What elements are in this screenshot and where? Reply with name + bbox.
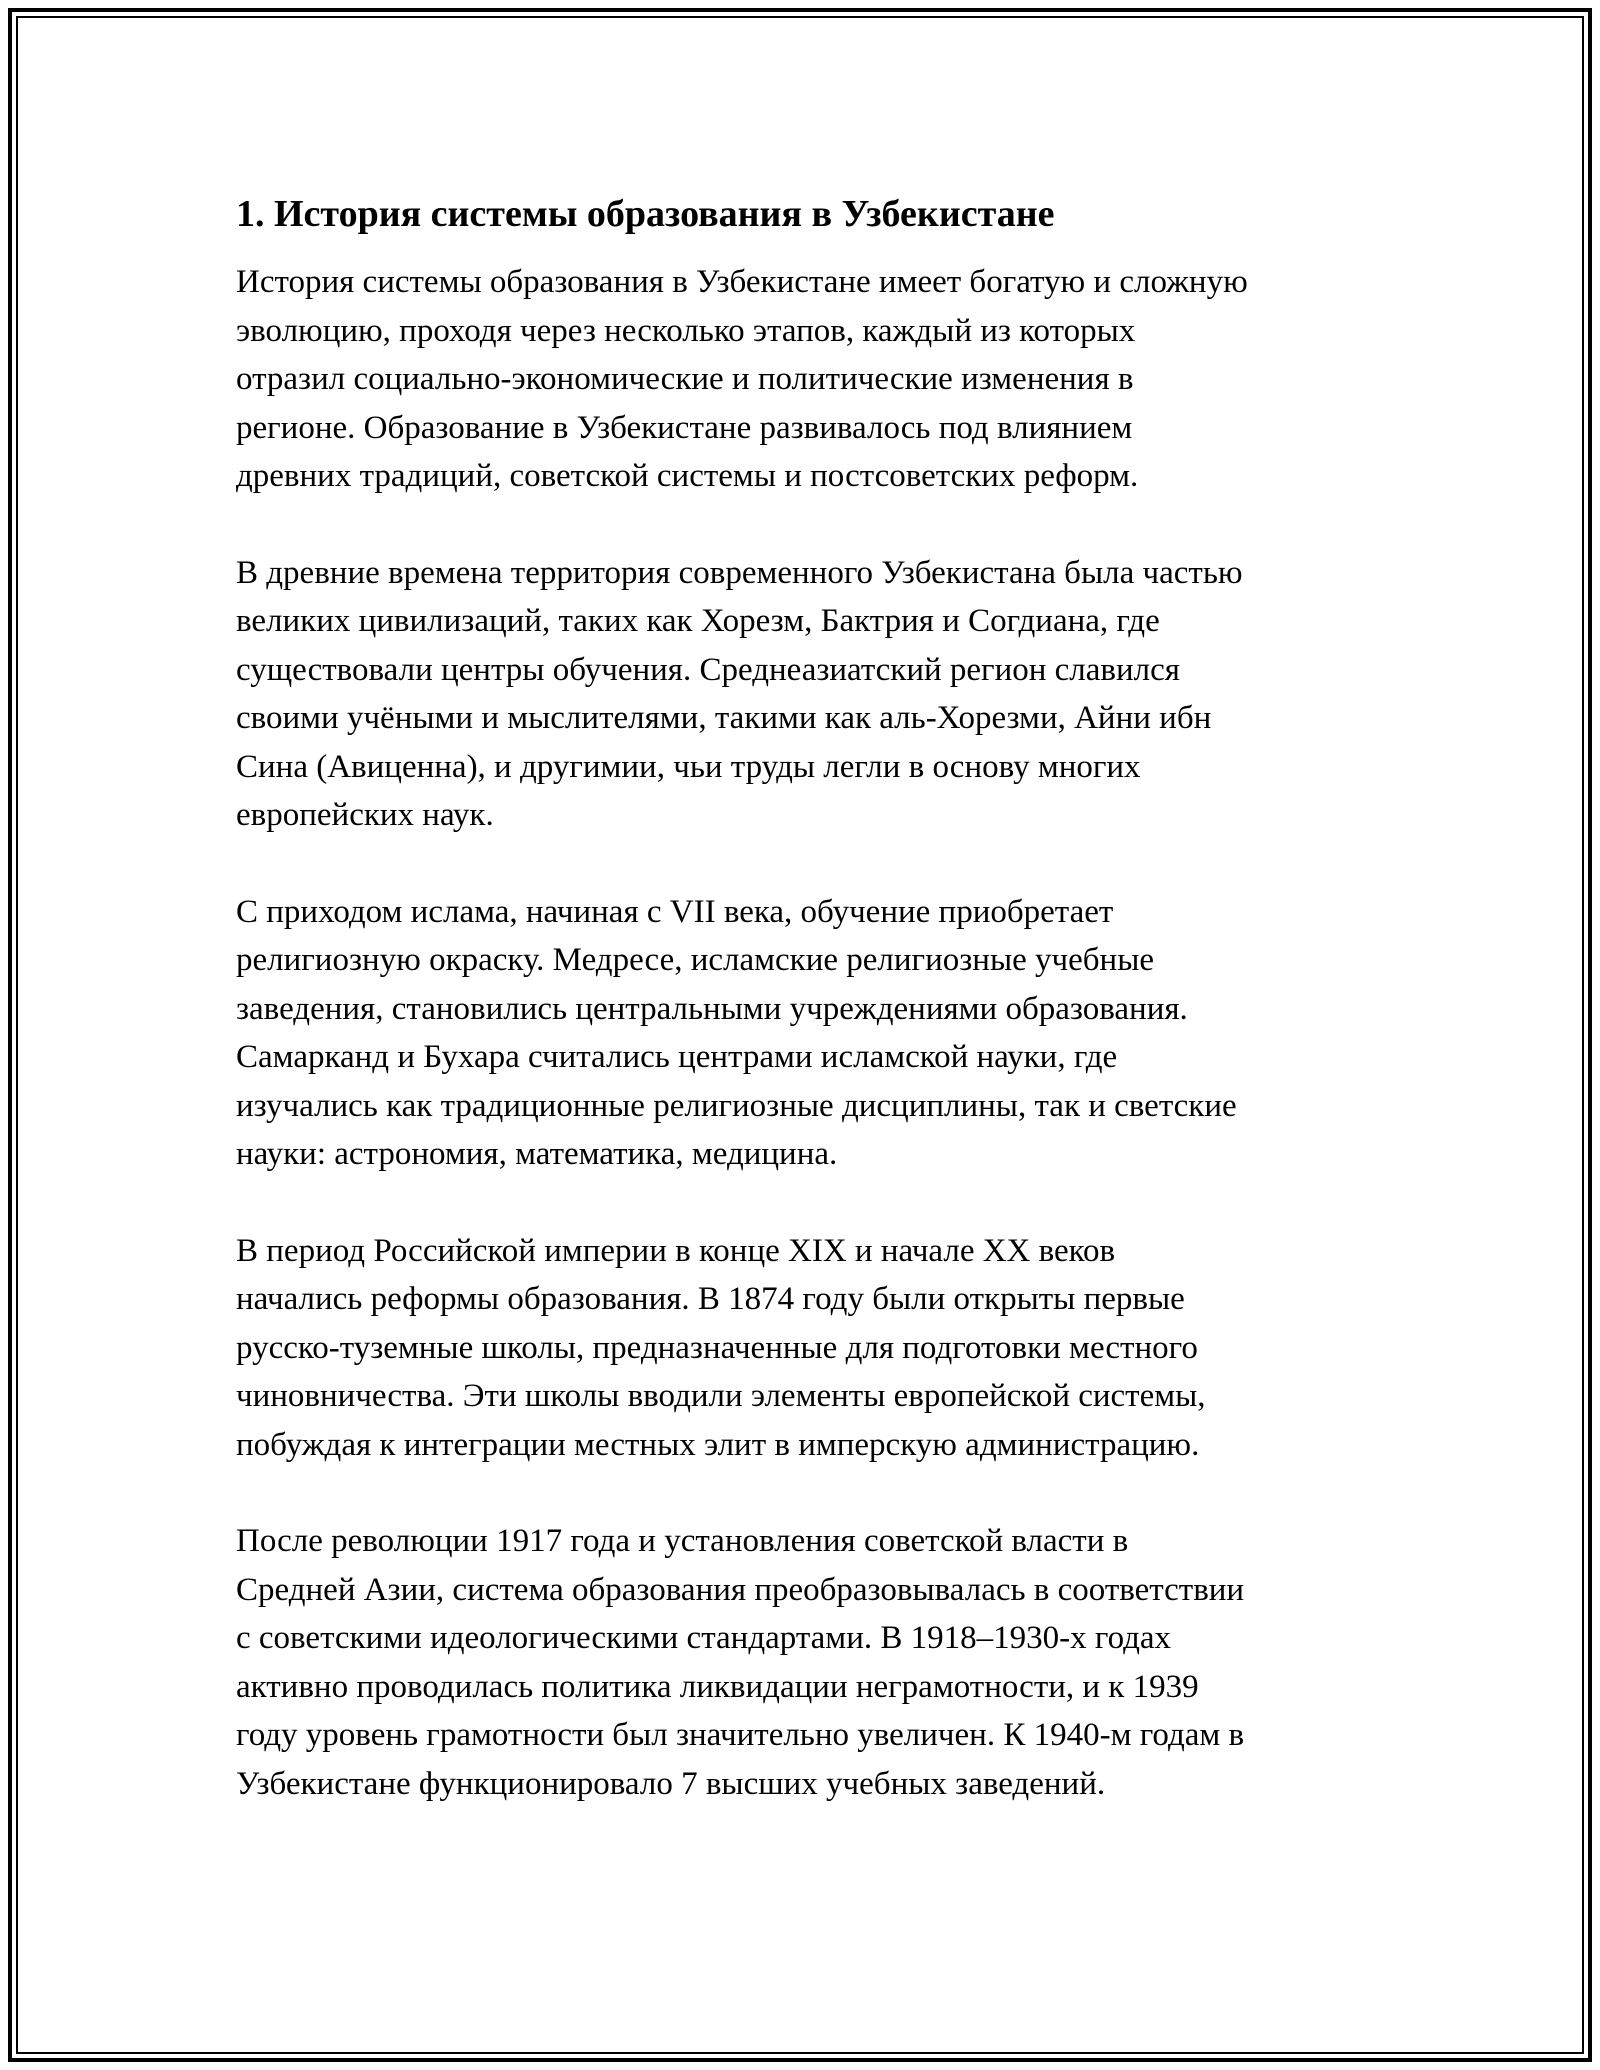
text-line: Средней Азии, система образования преобразовывалась в соответствии — [236, 1571, 1245, 1608]
text-line: русско-туземные школы, предназначенные для подготовки местного — [236, 1329, 1198, 1366]
text-line: Самарканд и Бухара считались центрами исламской науки, где — [236, 1039, 1118, 1075]
text-line: древних традиций, советской системы и постсоветских реформ. — [236, 458, 1139, 494]
text-line: регионе. Образование в Узбекистане развивалось под влиянием — [236, 409, 1133, 446]
text-line: изучались как традиционные религиозные дисциплины, так и светские — [236, 1087, 1237, 1124]
text-line: Узбекистане функционировало 7 высших учебных заведений. — [236, 1765, 1106, 1802]
text-line: В период Российской империи в конце XIX и начале XX веков — [236, 1232, 1116, 1269]
text-line: начались реформы образования. В 1874 году были открыты первые — [236, 1281, 1185, 1317]
text-line: году уровень грамотности был значительно увеличен. К 1940-м годам в — [236, 1717, 1245, 1753]
text-line: европейских наук. — [236, 797, 494, 833]
text-line: заведения, становились центральными учреждениями образования. — [236, 990, 1188, 1027]
text-line: побуждая к интеграции местных элит в имперскую администрацию. — [236, 1426, 1200, 1463]
text-line: История системы образования в Узбекистане имеет богатую и сложную — [236, 264, 1248, 300]
paragraph-russian-empire — [236, 1227, 1386, 1470]
text-line: В древние времена территория современного Узбекистана была частью — [236, 554, 1243, 591]
text-line: После революции 1917 года и установления советской власти в — [236, 1523, 1129, 1559]
section-heading: 1. История системы образования в Узбекистане — [236, 193, 1055, 235]
text-line: С приходом ислама, начиная с VII века, обучение приобретает — [236, 893, 1114, 930]
text-line: отразил социально-экономические и политические изменения в — [236, 361, 1134, 397]
text-line: религиозную окраску. Медресе, исламские религиозные учебные — [236, 942, 1155, 978]
text-line: своими учёными и мыслителями, такими как аль-Хорезми, Айни ибн — [236, 700, 1212, 736]
text-line: эволюцию, проходя через несколько этапов, каждый из которых — [236, 312, 1136, 349]
text-line: чиновничества. Эти школы вводили элементы европейской системы, — [236, 1378, 1206, 1414]
paragraph-intro — [236, 258, 1386, 501]
paragraph-soviet-period — [236, 1517, 1386, 1808]
text-line: науки: астрономия, математика, медицина. — [236, 1136, 838, 1172]
text-line: с советскими идеологическими стандартами. В 1918–1930-х годах — [236, 1620, 1172, 1656]
text-line: существовали центры обучения. Среднеазиатский регион славился — [236, 651, 1180, 688]
paragraph-ancient-times — [236, 549, 1386, 840]
text-line: Сина (Авиценна), и другимии, чьи труды легли в основу многих — [236, 748, 1141, 785]
paragraph-islam — [236, 888, 1386, 1179]
text-line: активно проводилась политика ликвидации неграмотности, и к 1939 — [236, 1668, 1199, 1705]
document-body — [236, 186, 1386, 1856]
text-line: великих цивилизаций, таких как Хорезм, Бактрия и Согдиана, где — [236, 603, 1160, 639]
